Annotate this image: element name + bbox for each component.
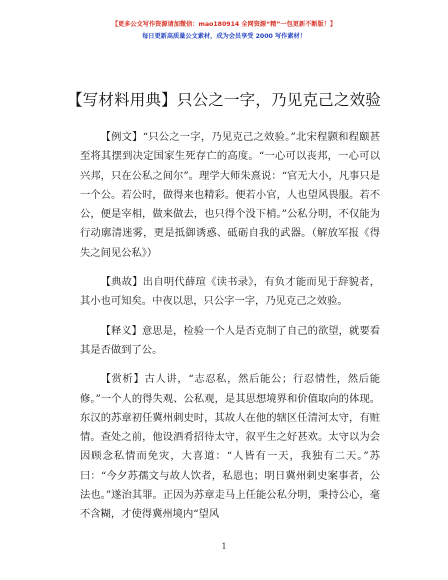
paragraph-source: 【典故】出自明代薛瑄《读书录》，有负才能而见于辞貌者，其小也可知矣。中夜以思，只公字一字，乃见克己之效验。 [80, 276, 380, 308]
paragraph-meaning: 【释义】意思是，检验一个人是否克制了自己的欲望，就要看其是否做到了公。 [80, 324, 380, 356]
paragraph-appreciation: 【赏析】古人讲，“志忍私，然后能公；行忍情性，然后能修。”一个人的得失观、公私观，是其思想境界和价值取向的体现。东汉的苏章初任冀州刺史时，其故人在他的辖区任清河太守，有赃情。查处之前，他设酒肴招待太守，叙平生之好甚欢。太守以为会因顾念私情而免灾，大喜道：“人皆有一天，我独有二天。”苏曰：“今夕苏孺文与故人饮者，私恩也；明日冀州刺史案事者，公法也。”遂治其罪。正因为苏章走马上任能公私分明，秉持公心，毫不含糊，才使得冀州境内“望风 [80, 373, 380, 521]
banner-line-2: 每日更新高质量公文素材，成为会员享受 2000 写作素材！ [142, 33, 306, 40]
page-number: 1 [221, 542, 227, 551]
header-banner [0, 20, 448, 41]
document-body [80, 128, 380, 535]
banner-line-1: 【更多公文写作资源请加微信：mao180914 全网资源“精”一包更新不断版！】 [111, 21, 337, 28]
paragraph-example: 【例文】“只公之一字，乃见克己之效验。”北宋程颢和程颐甚至将其摆到决定国家生死存亡的高度。“一心可以丧邦，一心可以兴邦，只在公私之间尔”。理学大师朱熹说：“官无大小，凡事只是一个公。若公时，做得来也精彩。便若小官，人也望风畏服。若不公，便是宰相，做来做去，也只得个没下梢。”公私分明，不仅能为行动廓清迷雾，更是抵御诱惑、砥砺自我的武器。（解放军报《得失之间见公私》） [80, 131, 380, 259]
document-title: 【写材料用典】只公之一字，乃见克己之效验 [66, 91, 381, 109]
